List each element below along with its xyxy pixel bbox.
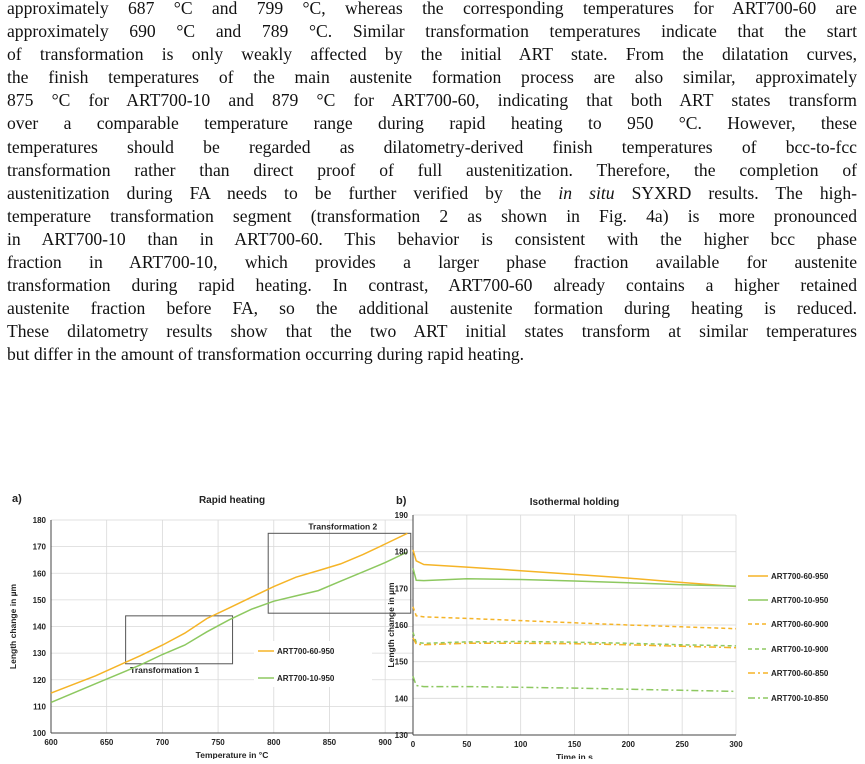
x-tick-label: 250 [675, 740, 689, 749]
x-tick-label: 850 [322, 738, 337, 747]
text-line: of transformation is only weakly affected by the initial ART state. From the dilatation curves, [7, 44, 857, 65]
y-tick-label: 150 [394, 657, 408, 667]
chart-isothermal-holding [376, 487, 865, 759]
x-tick-label: 700 [155, 738, 170, 747]
x-tick-label: 50 [462, 740, 472, 749]
text-line: but differ in the amount of transformation occurring during rapid heating. [7, 344, 525, 365]
y-tick-label: 180 [394, 547, 408, 557]
x-tick-label: 200 [621, 740, 636, 749]
text-line: the finish temperatures of the main austenite formation process are also similar, approximately [7, 67, 857, 88]
panel-label: a) [12, 493, 22, 505]
y-tick-label: 130 [32, 649, 46, 659]
x-tick-label: 750 [211, 738, 225, 747]
text-line: temperature transformation segment (transformation 2 as shown in Fig. 4a) is more pronounced [7, 205, 857, 226]
y-tick-label: 180 [32, 516, 46, 525]
legend-entry: ART700-10-950 [277, 674, 335, 683]
x-tick-label: 900 [378, 738, 392, 747]
x-tick-label: 100 [513, 740, 528, 749]
y-tick-label: 100 [32, 729, 46, 738]
legend-entry: ART700-10-900 [771, 645, 829, 654]
legend-entry: ART700-60-850 [771, 669, 829, 678]
y-tick-label: 140 [394, 694, 408, 704]
x-axis-label: Time in s [556, 752, 593, 759]
text-line: over a comparable temperature range during rapid heating to 950 °C. However, these [7, 113, 857, 134]
text-line: 875 °C for ART700-10 and 879 °C for ART700-60, indicating that both ART states transform [7, 90, 857, 111]
x-tick-label: 600 [44, 738, 58, 747]
body-paragraph [7, 0, 857, 367]
legend-entry: ART700-60-950 [771, 572, 829, 581]
y-tick-label: 150 [32, 595, 46, 605]
x-tick-label: 800 [267, 738, 281, 747]
text-line: approximately 690 °C and 789 °C. Similar transformation temperatures indicate that the start [7, 21, 857, 42]
chart-title: Rapid heating [198, 495, 266, 506]
text-line: transformation rather than direct proof of full austenitization. Therefore, the completion of [7, 159, 857, 180]
chart-title: Isothermal holding [529, 497, 620, 508]
legend-entry: ART700-60-900 [771, 620, 829, 629]
text-line: austenitization during FA needs to be further verified by the in situ SYXRD results. The high- [7, 182, 857, 203]
legend-entry: ART700-10-950 [771, 596, 829, 605]
y-tick-label: 160 [32, 569, 46, 579]
x-tick-label: 0 [410, 740, 416, 749]
x-tick-label: 300 [729, 740, 743, 749]
figure-panel-b [376, 487, 865, 759]
y-tick-label: 160 [394, 621, 408, 630]
text-line: These dilatometry results show that the two ART initial states transform at similar temperatures [7, 321, 857, 342]
y-tick-label: 140 [32, 622, 46, 632]
text-line: austenite fraction before FA, so the additional austenite formation during heating is reduced. [7, 298, 857, 319]
text-line: in ART700-10 than in ART700-60. This behavior is consistent with the higher bcc phase [7, 228, 857, 249]
y-axis-label: Length change in µm [386, 582, 396, 668]
y-tick-label: 170 [32, 542, 46, 552]
legend-entry: ART700-10-850 [771, 694, 829, 703]
annotation-transformation-1: Transformation 1 [130, 665, 200, 676]
y-tick-label: 120 [32, 675, 46, 685]
y-tick-label: 130 [394, 731, 408, 740]
y-tick-label: 190 [394, 511, 408, 520]
chart-rapid-heating [0, 487, 420, 759]
figure-panel-a [0, 487, 420, 759]
panel-label: b) [396, 495, 407, 507]
x-axis-label: Temperature in °C [195, 750, 269, 759]
text-line: approximately 687 °C and 799 °C, whereas the corresponding temperatures for ART700-60 are [7, 0, 857, 18]
text-line: temperatures should be regarded as dilatometry-derived finish temperatures of bcc-to-fcc [7, 136, 857, 157]
text-line: transformation during rapid heating. In contrast, ART700-60 already contains a higher retained [7, 275, 857, 296]
y-tick-label: 170 [394, 584, 408, 594]
legend-entry: ART700-60-950 [277, 647, 335, 656]
x-tick-label: 150 [567, 740, 582, 749]
y-axis-label: Length change in µm [8, 583, 18, 670]
transformation-1-box [126, 616, 233, 664]
x-tick-label: 650 [100, 738, 114, 747]
y-tick-label: 110 [33, 702, 46, 712]
annotation-transformation-2: Transformation 2 [308, 521, 378, 532]
text-line: fraction in ART700-10, which provides a larger phase fraction available for austenite [7, 252, 857, 273]
